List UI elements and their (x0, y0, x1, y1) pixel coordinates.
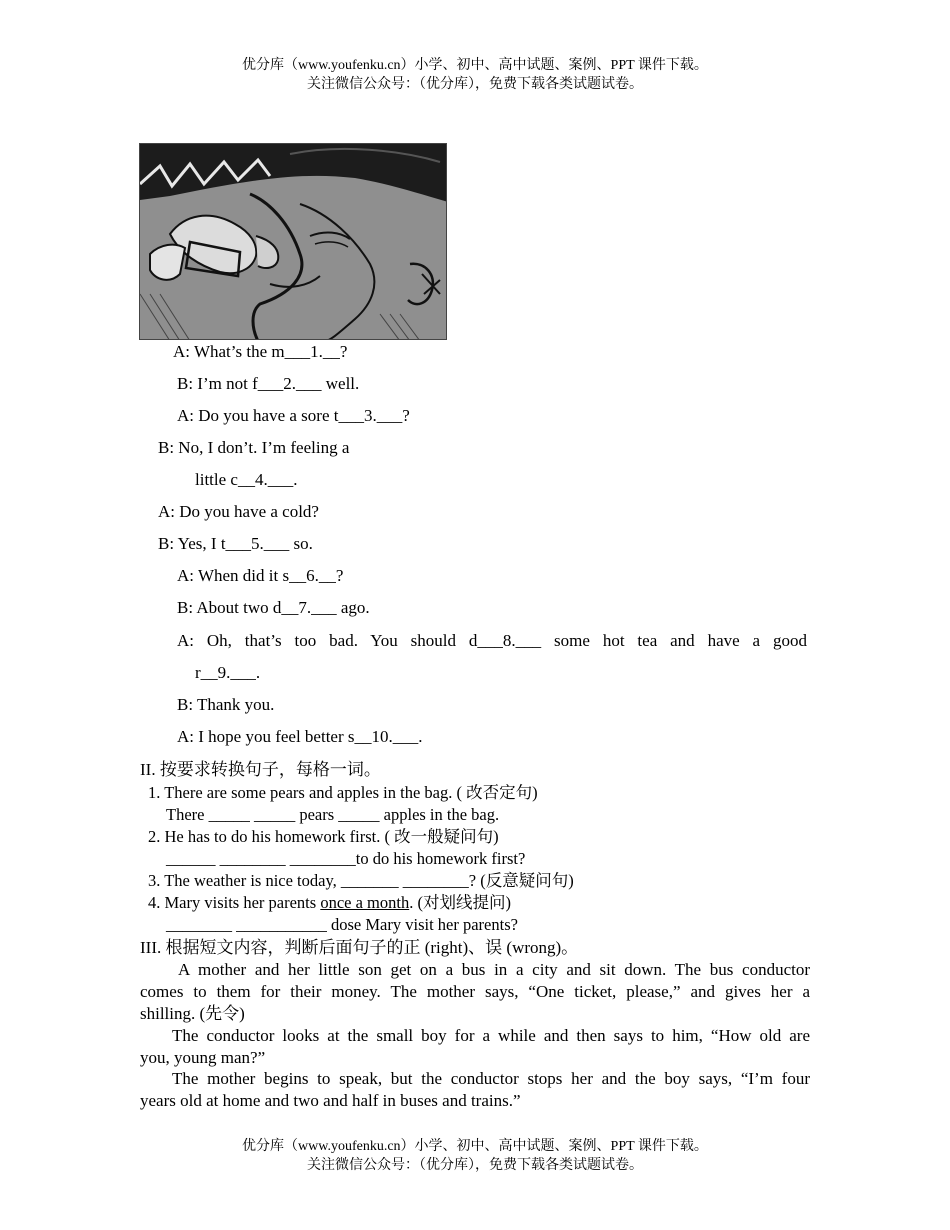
question-4-suffix: . (对划线提问) (409, 893, 511, 912)
section-2-title: II. 按要求转换句子，每格一词。 (140, 760, 381, 779)
passage-p1-line-3: shilling. (先令) (140, 1004, 245, 1023)
section-2-question-2: 2. He has to do his homework first. ( 改一般疑问句) (148, 827, 499, 846)
passage-p3-line-2: years old at home and two and half in buses and trains.” (140, 1091, 521, 1110)
dialogue-line-12: B: Thank you. (177, 695, 275, 714)
dialogue-line-10: A: Oh, that’s too bad. You should d___8.___ some hot tea and have a good (177, 631, 807, 650)
dialogue-line-13: A: I hope you feel better s__10.___. (177, 727, 423, 746)
passage-p3-line-1: The mother begins to speak, but the conductor stops her and the boy says, “I’m four (172, 1069, 810, 1088)
dialogue-line-6: A: Do you have a cold? (158, 502, 319, 521)
passage-p1-line-2: comes to them for their money. The mother says, “One ticket, please,” and gives her a (140, 982, 810, 1001)
page-footer (0, 1137, 950, 1175)
section-3-title: III. 根据短文内容，判断后面句子的正 (right)、误 (wrong)。 (140, 938, 579, 957)
passage-p1-line-1: A mother and her little son get on a bus in a city and sit down. The bus conductor (178, 960, 810, 979)
dialogue-line-7: B: Yes, I t___5.___ so. (158, 534, 313, 553)
header-line-1: 优分库（www.youfenku.cn）小学、初中、高中试题、案例、PPT 课件下载。 (242, 58, 708, 73)
dialogue-line-5: little c__4.___. (195, 470, 298, 489)
dialogue-line-4: B: No, I don’t. I’m feeling a (158, 438, 350, 457)
illustration-man-blowing-nose (139, 143, 447, 340)
dialogue-line-8: A: When did it s__6.__? (177, 566, 344, 585)
section-2-answer-2: ______ ________ ________to do his homework first? (166, 849, 526, 868)
header-line-2: 关注微信公众号：（优分库），免费下载各类试题试卷。 (307, 77, 643, 92)
section-2-question-3: 3. The weather is nice today, _______ ________? (反意疑问句) (148, 871, 574, 890)
question-4-prefix: 4. Mary visits her parents (148, 893, 321, 912)
dialogue-line-1: A: What’s the m___1.__? (173, 342, 348, 361)
dialogue-line-9: B: About two d__7.___ ago. (177, 598, 370, 617)
passage-p2-line-2: you, young man?” (140, 1048, 266, 1067)
footer-line-1: 优分库（www.youfenku.cn）小学、初中、高中试题、案例、PPT 课件下载。 (242, 1139, 708, 1154)
dialogue-line-11: r__9.___. (195, 663, 261, 682)
passage-p2-line-1: The conductor looks at the small boy for a while and then says to him, “How old are (172, 1026, 810, 1045)
section-2-question-4 (148, 892, 511, 914)
footer-line-2: 关注微信公众号：（优分库），免费下载各类试题试卷。 (307, 1158, 643, 1173)
section-2-answer-1: There _____ _____ pears _____ apples in the bag. (166, 805, 500, 824)
page-header (0, 56, 950, 94)
dialogue-line-3: A: Do you have a sore t___3.___? (177, 406, 410, 425)
section-2-question-1: 1. There are some pears and apples in the bag. ( 改否定句) (148, 783, 538, 802)
question-4-underlined: once a month (320, 893, 410, 912)
section-2-answer-4: ________ ___________ dose Mary visit her parents? (166, 915, 518, 934)
dialogue-line-2: B: I’m not f___2.___ well. (177, 374, 360, 393)
